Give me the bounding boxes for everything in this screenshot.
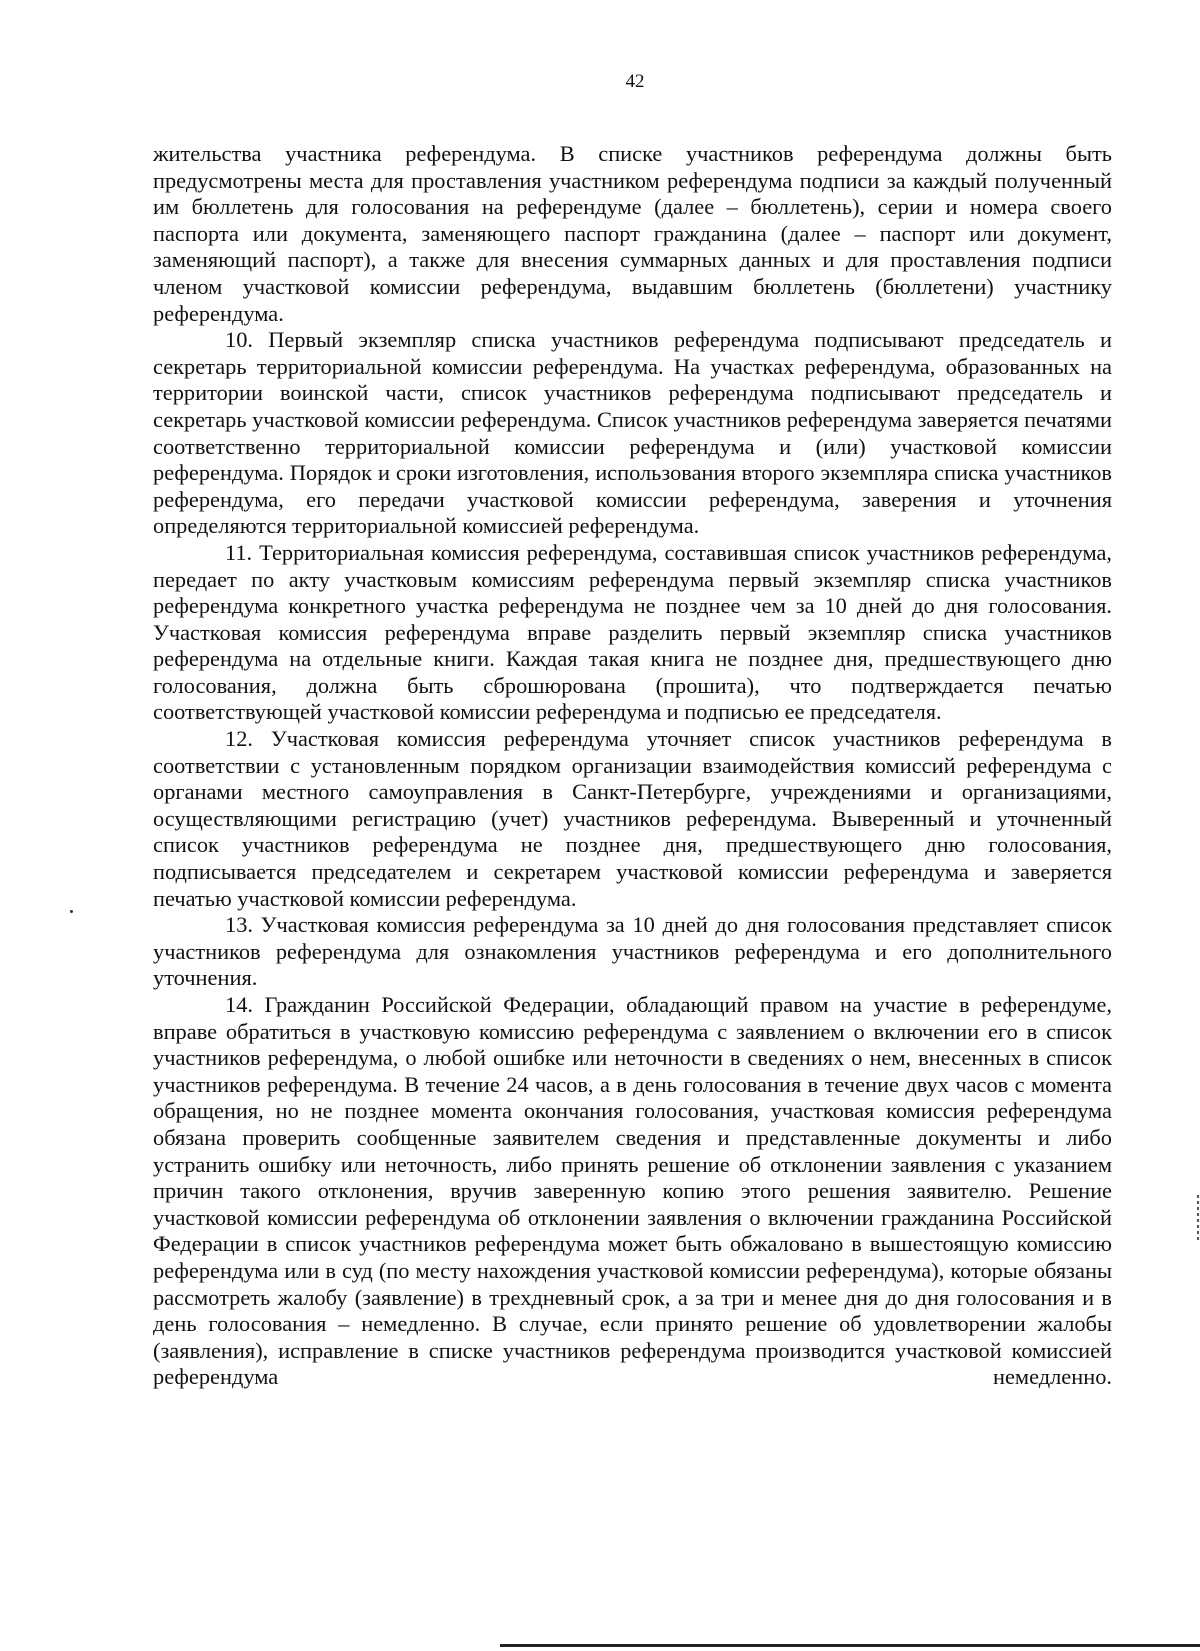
paragraph-continuation: жительства участника референдума. В списке участников референдума должны быть предусмотрены места для проставления участником референдума подписи за каждый полученный им бюллетень для голосования на референдуме (далее – бюллетень), серии и номера своего паспорта или документа, заменяющего паспорт гражданина (далее – паспорт или документ, заменяющий паспорт), а также для внесения суммарных данных и для проставления подписи членом участковой комиссии референдума, выдавшим бюллетень (бюллетени) участнику референдума. [153,141,1112,326]
paragraph-14: 14. Гражданин Российской Федерации, обладающий правом на участие в референдуме, вправе обратиться в участковую комиссию референдума с заявлением о включении его в список участников референдума, о любой ошибке или неточности в сведениях о нем, внесенных в список участников референдума. В течение 24 часов, а в день голосования в течение двух часов с момента обращения, но не позднее момента окончания голосования, участковая комиссия референдума обязана проверить сообщенные заявителем сведения и представленные документы и либо устранить ошибку или неточность, либо принять решение об отклонении заявления с указанием причин такого отклонения, вручив заверенную копию этого решения заявителю. Решение участковой комиссии референдума об отклонении заявления о включении гражданина Российской Федерации в список участников референдума может быть обжаловано в вышестоящую комиссию референдума или в суд (по месту нахождения участковой комиссии референдума), которые обязаны рассмотреть жалобу (заявление) в трехдневный срок, а за три и менее дня до дня голосования и в день голосования – немедленно. В случае, если принято решение об удовлетворении жалобы (заявления), исправление в списке участников референдума производится участковой комиссией референдума немедленно. [153,992,1112,1390]
document-body [153,141,1112,1391]
paragraph-12: 12. Участковая комиссия референдума уточняет список участников референдума в соответствии с установленным порядком организации взаимодействия комиссий референдума с органами местного самоуправления в Санкт-Петербурге, учреждениями и организациями, осуществляющими регистрацию (учет) участников референдума. Выверенный и уточненный список участников референдума не позднее дня, предшествующего дню голосования, подписывается председателем и секретарем участковой комиссии референдума и заверяется печатью участковой комиссии референдума. [153,726,1112,911]
scan-bottom-edge [500,1644,1200,1647]
paragraph-10: 10. Первый экземпляр списка участников референдума подписывают председатель и секретарь территориальной комиссии референдума. На участках референдума, образованных на территории воинской части, список участников референдума подписывают председатель и секретарь участковой комиссии референдума. Список участников референдума заверяется печатями соответственно территориальной комиссии референдума и (или) участковой комиссии референдума. Порядок и сроки изготовления, использования второго экземпляра списка участников референдума, его передачи участковой комиссии референдума, заверения и уточнения определяются территориальной комиссией референдума. [153,327,1112,539]
scan-edge-mark [1197,1195,1199,1243]
paragraph-13: 13. Участковая комиссия референдума за 10 дней до дня голосования представляет список участников референдума для ознакомления участников референдума и его дополнительного уточнения. [153,912,1112,991]
page-number: 42 [625,71,645,92]
paragraph-11: 11. Территориальная комиссия референдума, составившая список участников референдума, передает по акту участковым комиссиям референдума первый экземпляр списка участников референдума конкретного участка референдума не позднее чем за 10 дней до дня голосования. Участковая комиссия референдума вправе разделить первый экземпляр списка участников референдума на отдельные книги. Каждая такая книга не позднее дня, предшествующего дню голосования, должна быть сброшюрована (прошита), что подтверждается печатью соответствующей участковой комиссии референдума и подписью ее председателя. [153,539,1112,725]
scan-speck [70,910,73,913]
